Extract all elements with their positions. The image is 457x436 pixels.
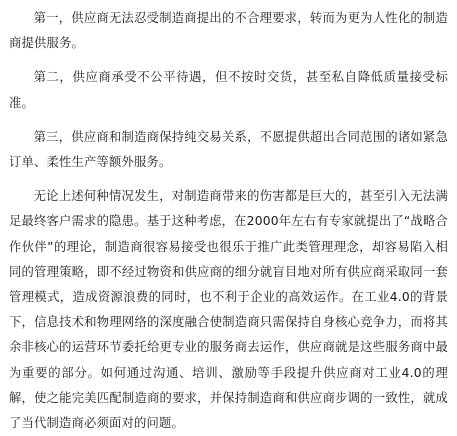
paragraph-analysis: 无论上述何种情况发生，对制造商带来的伤害都是巨大的，甚至引入无法满足最终客户需求的隐患。基于这种考虑，在2000年左右有专家就提出了“战略合作伙伴”的理论，制造商很容易接受也很乐于推广此类管理理念，却容易陷入相同的管理策略，即不经过物资和供应商的细分就盲目地对所有供应商采取同一套管理模式，造成资源浪费的同时，也不利于企业的高效运作。在工业4.0的背景下，信息技术和物理网络的深度融合使制造商只需保持自身核心竞争力，而将其余非核心的运营环节委托给更专业的服务商去运作，供应商就是这些服务商中最为重要的部分。如何通过沟通、培训、激励等手段提升供应商对工业4.0的理解，使之能完美匹配制造商的要求，并保持制造商和供应商步调的一致性，就成了当代制造商必须面对的问题。 [9, 189, 448, 431]
paragraph-first-reason: 第一，供应商无法忍受制造商提出的不合理要求，转而为更为人性化的制造商提供服务。 [9, 11, 448, 51]
paragraph-third-reason: 第三，供应商和制造商保持纯交易关系，不愿提供超出合同范围的诸如紧急订单、柔性生产等额外服务。 [9, 129, 448, 170]
paragraph-second-reason: 第二，供应商承受不公平待遇，但不按时交货，甚至私自降低质量接受标准。 [9, 70, 448, 110]
